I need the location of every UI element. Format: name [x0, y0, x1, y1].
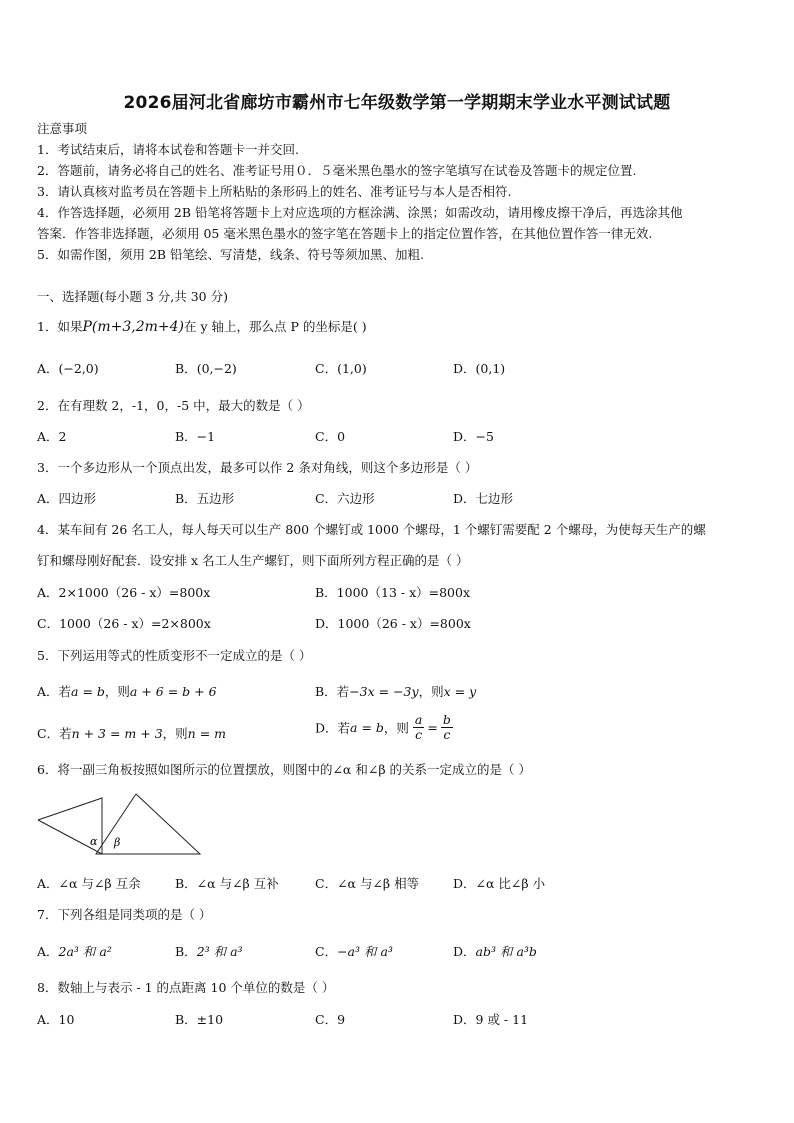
q6-option-c: C．∠α 与∠β 相等 — [315, 876, 420, 891]
notes-heading: 注意事项 — [37, 121, 88, 136]
note-item: 1．考试结束后，请将本试卷和答题卡一并交回. — [37, 142, 299, 157]
q1-option-b: B．(0,−2) — [175, 361, 237, 376]
q5-option-a: A．若a = b，则a + 6 = b + 6 — [37, 684, 217, 699]
note-item: 2．答题前，请务必将自己的姓名、准考证号用０．５毫米黑色墨水的签字笔填写在试卷及答题卡的规定位置. — [37, 163, 637, 178]
q1-option-a: A．(−2,0) — [37, 361, 99, 376]
question-1 — [37, 317, 367, 335]
question-8: 8．数轴上与表示 - 1 的点距离 10 个单位的数是（ ） — [37, 980, 335, 995]
fraction-a-over-c: $\frac{a}{c}$ — [414, 712, 423, 742]
q6-option-d: D．∠α 比∠β 小 — [453, 876, 546, 891]
q2-option-d: D．−5 — [453, 429, 494, 444]
q6-option-b: B．∠α 与∠β 互补 — [175, 876, 279, 891]
question-6: 6．将一副三角板按照如图所示的位置摆放，则图中的∠α 和∠β 的关系一定成立的是（ ） — [37, 762, 531, 777]
q4-option-d: D．1000（26 - x）=800x — [315, 616, 471, 631]
q1-option-c: C．(1,0) — [315, 361, 367, 376]
q8-option-c: C．9 — [315, 1012, 346, 1027]
q1-option-d: D．(0,1) — [453, 361, 506, 376]
q3-option-d: D．七边形 — [453, 491, 514, 506]
q3-option-b: B．五边形 — [175, 491, 235, 506]
q2-option-a: A．2 — [37, 429, 67, 444]
triangle-set-figure — [36, 790, 204, 858]
q2-option-b: B．−1 — [175, 429, 216, 444]
question-2: 2．在有理数 2，-1，0，-5 中，最大的数是（ ） — [37, 398, 310, 413]
alpha-label: α — [90, 835, 98, 848]
beta-label: β — [114, 836, 121, 849]
note-item: 5．如需作图，须用 2B 铅笔绘、写清楚，线条、符号等须加黑、加粗. — [37, 247, 425, 262]
question-3: 3．一个多边形从一个顶点出发，最多可以作 2 条对角线，则这个多边形是（ ） — [37, 460, 478, 475]
question-7: 7．下列各组是同类项的是（ ） — [37, 907, 212, 922]
question-4-line-2: 钉和螺母刚好配套．设安排 x 名工人生产螺钉，则下面所列方程正确的是（ ） — [37, 553, 469, 568]
q3-option-a: A．四边形 — [37, 491, 97, 506]
q7-option-d: D．ab³ 和 a³b — [453, 944, 537, 959]
q5-option-d: D．若a = b，则 $\frac{a}{c}$ = $\frac{b}{c}$ — [315, 712, 451, 742]
note-item: 答案．作答非选择题，必须用 05 毫米黑色墨水的签字笔在答题卡上的指定位置作答，在其他位置作答一律无效. — [37, 226, 653, 241]
question-5: 5．下列运用等式的性质变形不一定成立的是（ ） — [37, 648, 312, 663]
question-4-line-1: 4．某车间有 26 名工人，每人每天可以生产 800 个螺钉或 1000 个螺母，1 个螺钉需要配 2 个螺母，为使每天生产的螺 — [37, 522, 706, 537]
q3-option-c: C．六边形 — [315, 491, 375, 506]
note-item: 3．请认真核对监考员在答题卡上所粘贴的条形码上的姓名、准考证号与本人是否相符. — [37, 184, 512, 199]
section-heading: 一、选择题(每小题 3 分,共 30 分) — [37, 289, 228, 304]
q8-option-a: A．10 — [37, 1012, 75, 1027]
fraction-b-over-c: $\frac{b}{c}$ — [442, 712, 451, 742]
q1-expr: P(m+3,2m+4) — [82, 319, 184, 335]
q7-option-b: B．2³ 和 a³ — [175, 944, 243, 959]
q7-option-c: C．−a³ 和 a³ — [315, 944, 393, 959]
q5-option-b: B．若−3x = −3y，则x = y — [315, 684, 477, 699]
q1-stem-b: 在 y 轴上，那么点 P 的坐标是( ) — [183, 319, 367, 334]
q4-option-c: C．1000（26 - x）=2×800x — [37, 616, 211, 631]
q4-option-b: B．1000（13 - x）=800x — [315, 585, 471, 600]
q8-option-b: B．±10 — [175, 1012, 224, 1027]
q1-stem-a: 1．如果 — [37, 319, 83, 334]
q4-option-a: A．2×1000（26 - x）=800x — [37, 585, 211, 600]
q2-option-c: C．0 — [315, 429, 346, 444]
q5-option-c: C．若n + 3 = m + 3，则n = m — [37, 726, 226, 741]
q7-option-a: A．2a³ 和 a² — [37, 944, 112, 959]
q6-option-a: A．∠α 与∠β 互余 — [37, 876, 141, 891]
q8-option-d: D．9 或 - 11 — [453, 1012, 529, 1027]
note-item: 4．作答选择题，必须用 2B 铅笔将答题卡上对应选项的方框涂满、涂黑；如需改动，请用橡皮擦干净后，再选涂其他 — [37, 205, 683, 220]
page-title: 2026届河北省廊坊市霸州市七年级数学第一学期期末学业水平测试试题 — [123, 93, 671, 113]
